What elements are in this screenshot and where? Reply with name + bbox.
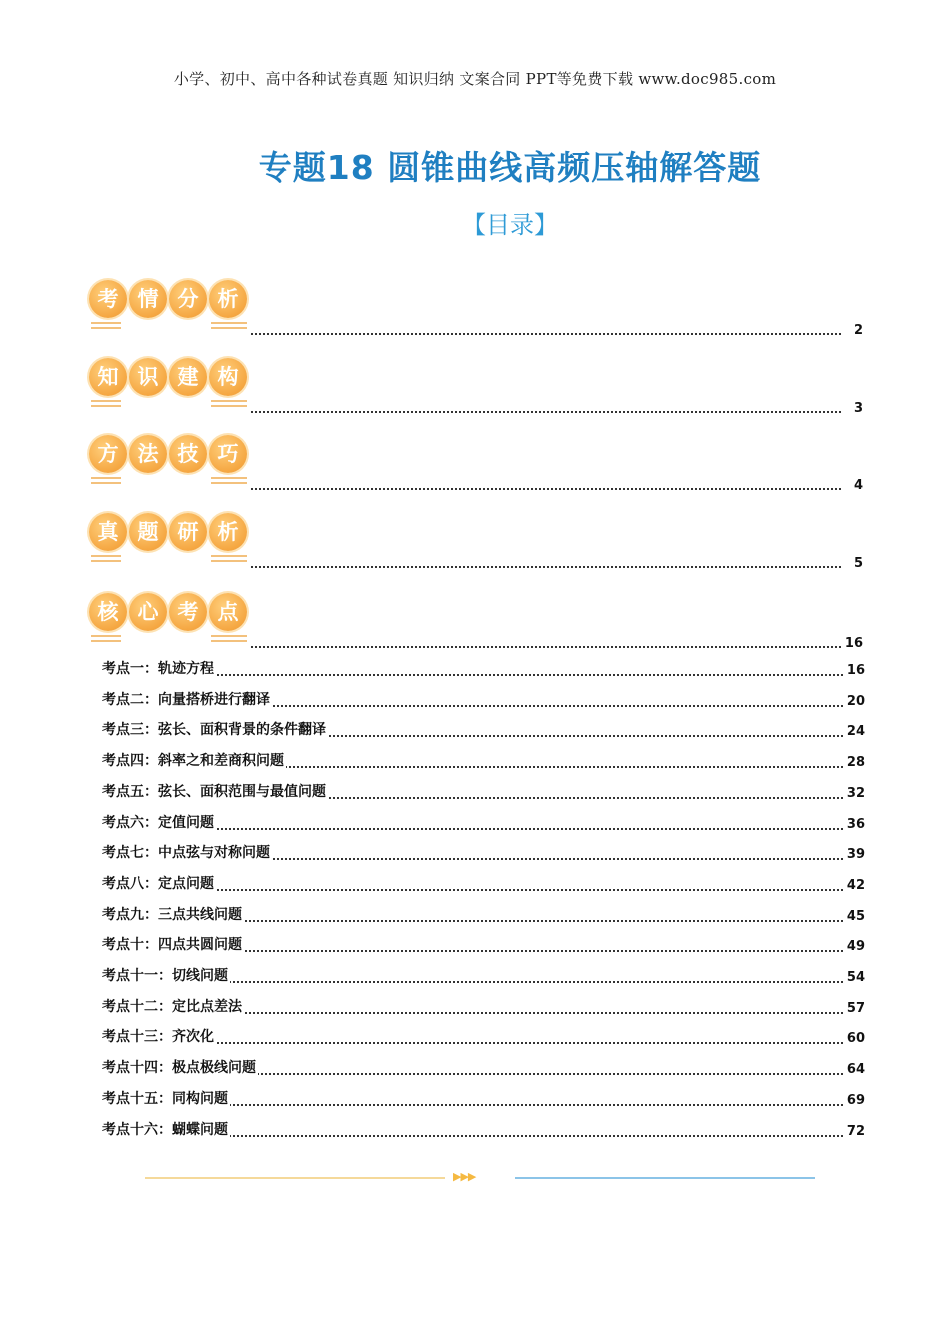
page-number: 16 — [846, 663, 865, 678]
page-number: 36 — [846, 816, 865, 832]
toc-item[interactable] — [102, 904, 865, 926]
badge-char: 法 — [129, 435, 167, 473]
section-badge — [85, 356, 253, 422]
page-number: 16 — [844, 636, 863, 651]
badge-underline — [91, 635, 121, 637]
page-number: 2 — [853, 323, 863, 338]
toc-item[interactable] — [102, 965, 865, 987]
badge-char: 析 — [209, 513, 247, 551]
toc-section[interactable] — [85, 591, 865, 657]
toc-item-label: 考点十六：蝴蝶问题 — [102, 1119, 230, 1139]
toc-item-label: 考点十三：齐次化 — [102, 1026, 216, 1046]
badge-underline — [91, 640, 121, 642]
badge-underline — [91, 327, 121, 329]
dot-leader — [251, 566, 841, 568]
badge-underline — [211, 322, 247, 324]
badge-underline — [91, 555, 121, 557]
toc-item-label: 考点十一：切线问题 — [102, 965, 230, 985]
page-number: 28 — [846, 755, 865, 771]
page-number: 42 — [846, 877, 865, 893]
badge-underline — [211, 405, 247, 407]
toc-item-label: 考点二：向量搭桥进行翻译 — [102, 689, 272, 709]
page-number: 54 — [846, 970, 865, 985]
badge-underline — [211, 327, 247, 329]
badge-char: 知 — [89, 358, 127, 396]
toc-item[interactable] — [102, 996, 865, 1018]
badge-char: 心 — [129, 593, 167, 631]
page-number: 72 — [846, 1123, 865, 1139]
badge-underline — [211, 635, 247, 637]
toc-section[interactable] — [85, 433, 865, 499]
badge-char: 研 — [169, 513, 207, 551]
badge-char: 方 — [89, 435, 127, 473]
toc-item-label: 考点三：弦长、面积背景的条件翻译 — [102, 719, 328, 739]
page-header: 小学、初中、高中各种试卷真题 知识归纳 文案合同 PPT等免费下载 www.doc985.com — [173, 70, 777, 88]
toc-item-label: 考点五：弦长、面积范围与最值问题 — [102, 781, 328, 801]
badge-char: 分 — [169, 280, 207, 318]
badge-char: 建 — [169, 358, 207, 396]
badge-char: 巧 — [209, 435, 247, 473]
footer-divider-left — [145, 1177, 445, 1179]
badge-char: 技 — [169, 435, 207, 473]
page-number: 5 — [853, 556, 863, 571]
toc-item-label: 考点七：中点弦与对称问题 — [102, 842, 272, 862]
dot-leader — [251, 646, 841, 648]
badge-underline — [91, 560, 121, 562]
dot-leader — [251, 333, 841, 335]
toc-item-label: 考点十二：定比点差法 — [102, 996, 244, 1016]
dot-leader — [251, 411, 841, 413]
toc-item[interactable] — [102, 689, 865, 711]
badge-char: 点 — [209, 593, 247, 631]
toc-item-label: 考点十：四点共圆问题 — [102, 934, 244, 954]
page-number: 57 — [846, 1000, 865, 1016]
toc-item[interactable] — [102, 750, 865, 772]
badge-char: 考 — [89, 280, 127, 318]
badge-char: 题 — [129, 513, 167, 551]
toc-section[interactable] — [85, 511, 865, 577]
section-badge — [85, 511, 253, 577]
page-number: 69 — [846, 1092, 865, 1108]
toc-item[interactable] — [102, 781, 865, 803]
footer-divider-right — [515, 1177, 815, 1179]
badge-underline — [91, 400, 121, 402]
toc-item-label: 考点一：轨迹方程 — [102, 658, 216, 678]
page-number: 49 — [846, 939, 865, 955]
page-number: 64 — [846, 1062, 865, 1078]
toc-section[interactable] — [85, 356, 865, 422]
toc-item[interactable] — [102, 1088, 865, 1110]
badge-underline — [91, 482, 121, 484]
page-number: 32 — [846, 785, 865, 801]
toc-item-label: 考点八：定点问题 — [102, 873, 216, 893]
page-number: 24 — [846, 724, 865, 740]
toc-item[interactable] — [102, 812, 865, 834]
toc-item[interactable] — [102, 658, 865, 680]
badge-char: 析 — [209, 280, 247, 318]
badge-underline — [211, 560, 247, 562]
badge-char: 构 — [209, 358, 247, 396]
badge-char: 情 — [129, 280, 167, 318]
badge-underline — [211, 477, 247, 479]
toc-item-label: 考点六：定值问题 — [102, 812, 216, 832]
toc-item-label: 考点十五：同构问题 — [102, 1088, 230, 1108]
page-number: 20 — [846, 693, 865, 709]
toc-item[interactable] — [102, 1119, 865, 1141]
toc-item[interactable] — [102, 934, 865, 956]
section-badge — [85, 433, 253, 499]
toc-item-label: 考点十四：极点极线问题 — [102, 1057, 258, 1077]
document-title: 专题18 圆锥曲线高频压轴解答题 — [258, 148, 762, 187]
badge-char: 真 — [89, 513, 127, 551]
toc-item-label: 考点四：斜率之和差商积问题 — [102, 750, 286, 770]
toc-item-label: 考点九：三点共线问题 — [102, 904, 244, 924]
page-number: 3 — [853, 401, 863, 416]
badge-char: 核 — [89, 593, 127, 631]
toc-item[interactable] — [102, 1026, 865, 1048]
toc-item[interactable] — [102, 1057, 865, 1079]
badge-char: 识 — [129, 358, 167, 396]
page-number: 60 — [846, 1031, 865, 1047]
badge-underline — [211, 555, 247, 557]
toc-item[interactable] — [102, 873, 865, 895]
badge-char: 考 — [169, 593, 207, 631]
badge-underline — [91, 322, 121, 324]
page-number: 45 — [846, 908, 865, 924]
footer-arrows: ▶▶▶ — [453, 1170, 476, 1183]
badge-underline — [211, 400, 247, 402]
toc-item[interactable] — [102, 719, 865, 741]
badge-underline — [211, 482, 247, 484]
badge-underline — [91, 405, 121, 407]
dot-leader — [251, 488, 841, 490]
page-number: 39 — [846, 847, 865, 863]
toc-section[interactable] — [85, 278, 865, 344]
badge-underline — [211, 640, 247, 642]
page-number: 4 — [853, 478, 863, 493]
toc-item[interactable] — [102, 842, 865, 864]
toc-heading: 【目录】 — [462, 211, 558, 239]
section-badge — [85, 591, 253, 657]
badge-underline — [91, 477, 121, 479]
section-badge — [85, 278, 253, 344]
